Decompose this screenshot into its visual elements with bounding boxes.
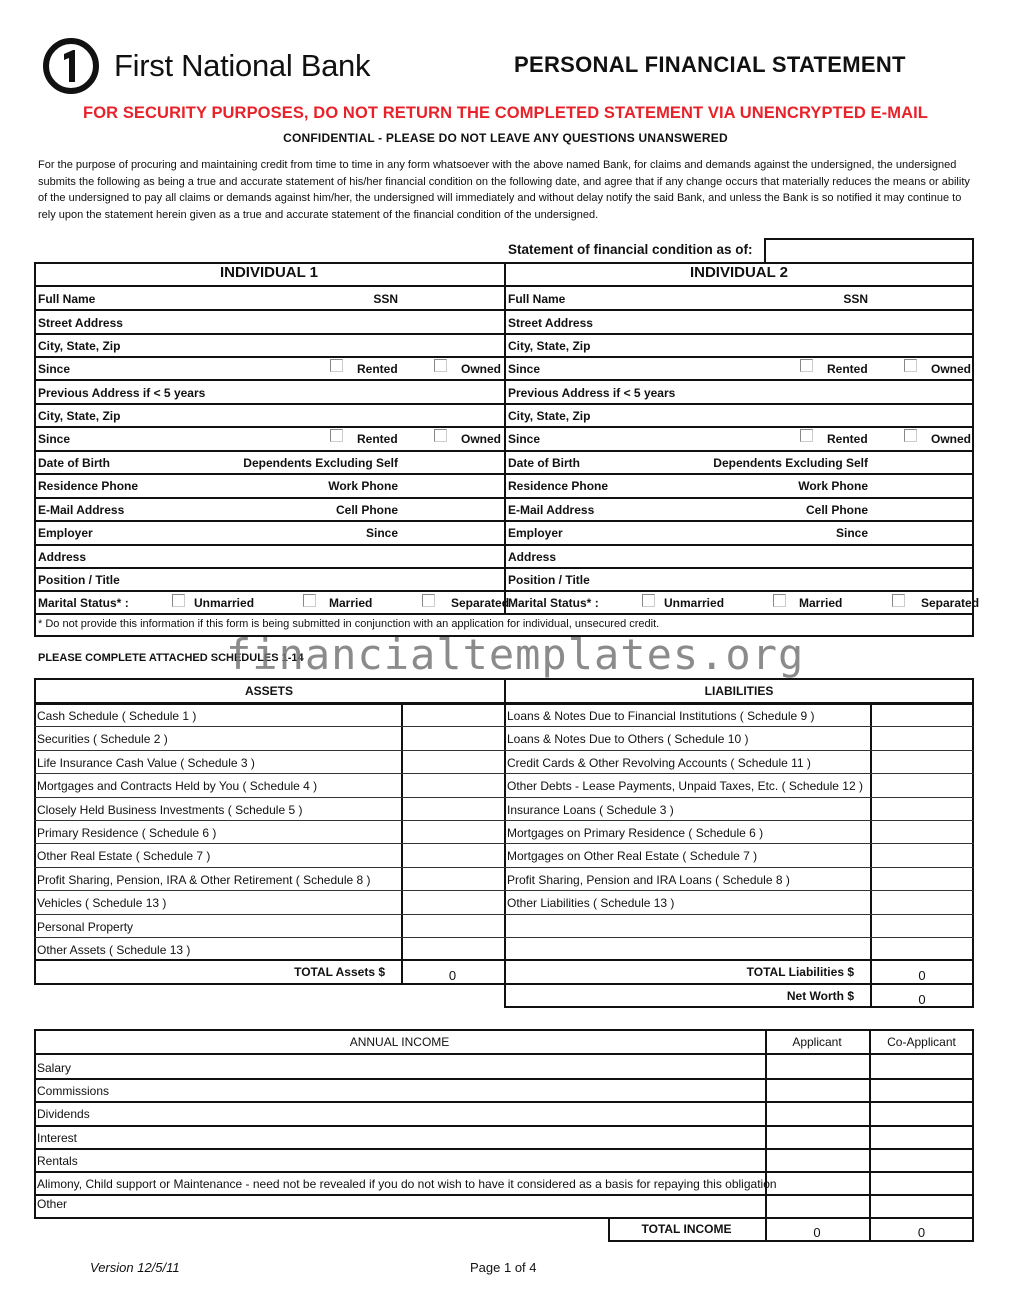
liability-row-label: Loans & Notes Due to Financial Institutions ( Schedule 9 ) [507,709,815,723]
owned-checkbox-1[interactable] [434,429,447,442]
previous-address-label-1: Previous Address if < 5 years [38,386,206,400]
owned-label-2: Owned [931,432,972,446]
married-checkbox-1[interactable] [303,594,316,607]
employer-label-2: Employer [508,526,563,540]
row-divider [34,820,974,821]
asset-value-field[interactable] [404,753,502,771]
bank-name: First National Bank [114,48,371,83]
row-divider [34,309,974,311]
row-divider [34,426,974,428]
owned-label-1: Owned [461,362,502,376]
asset-row-label: Other Real Estate ( Schedule 7 ) [37,849,211,864]
total-liabilities-label: TOTAL Liabilities $ [746,965,854,979]
bank-logo [42,38,370,94]
applicant-header: Applicant [792,1035,842,1049]
first-national-bank-logo-icon [42,37,100,95]
asset-value-field[interactable] [404,800,502,818]
liability-row-label: Mortgages on Primary Residence ( Schedule 6 ) [507,826,764,840]
full-name-label-1: Full Name [38,292,96,306]
owned-checkbox-2[interactable] [904,429,917,442]
cell-phone-label-1: Cell Phone [335,503,398,517]
total-income-co-applicant: 0 [917,1225,926,1240]
date-of-birth-label-1: Date of Birth [38,456,110,470]
income-row-label: Salary [37,1061,72,1075]
position-title-label-2: Position / Title [508,573,590,587]
email-label-2: E-Mail Address [508,503,595,517]
marital-status-label-1: Marital Status* : [38,596,129,610]
co-applicant-header: Co-Applicant [887,1035,956,1049]
row-divider [34,773,974,774]
asset-value-field[interactable] [404,846,502,864]
applicant-income-field[interactable] [768,1104,867,1122]
separated-checkbox-1[interactable] [422,594,435,607]
total-liabilities-value: 0 [918,968,926,983]
owned-checkbox-2[interactable] [904,359,917,372]
married-checkbox-2[interactable] [773,594,786,607]
unmarried-label-2: Unmarried [664,596,725,610]
co-applicant-income-field[interactable] [872,1081,972,1099]
row-divider [34,356,974,358]
street-address-label-2: Street Address [508,316,593,330]
co-applicant-column-divider [869,1029,871,1241]
liability-value-field[interactable] [873,823,972,841]
income-row-label: Other [37,1197,68,1211]
row-divider [34,797,974,798]
liability-value-field[interactable] [873,729,972,747]
liability-value-field[interactable] [873,706,972,724]
unmarried-label-1: Unmarried [194,596,255,610]
previous-address-label-2: Previous Address if < 5 years [508,386,676,400]
liability-value-field[interactable] [873,917,972,935]
annual-income-header: ANNUAL INCOME [349,1035,450,1049]
dependents-label-1: Dependents Excluding Self [243,456,398,470]
asset-row-label: Life Insurance Cash Value ( Schedule 3 ) [37,755,255,770]
net-worth-label: Net Worth $ [786,989,854,1003]
city-state-zip-label-1: City, State, Zip [38,339,121,353]
row-divider [34,843,974,844]
individual-2-header: INDIVIDUAL 2 [689,264,789,281]
row-divider [34,1078,974,1080]
row-divider [34,1125,974,1127]
asset-row-label: Vehicles ( Schedule 13 ) [37,896,167,911]
net-worth-value: 0 [918,992,926,1007]
row-divider [34,613,974,615]
asset-value-field[interactable] [404,706,502,724]
row-divider [34,726,974,727]
confidential-notice: CONFIDENTIAL - PLEASE DO NOT LEAVE ANY QUESTIONS UNANSWERED [283,131,728,145]
owned-label-1: Owned [461,432,502,446]
asset-row-label: Primary Residence ( Schedule 6 ) [37,826,217,840]
income-header-divider [34,1053,974,1055]
liability-row-label: Other Liabilities ( Schedule 13 ) [507,896,675,911]
city-state-zip-label-1: City, State, Zip [38,409,121,423]
security-notice: FOR SECURITY PURPOSES, DO NOT RETURN THE COMPLETED STATEMENT VIA UNENCRYPTED E-MAIL [83,104,928,122]
row-divider [34,333,974,335]
applicant-income-field[interactable] [768,1197,867,1215]
co-applicant-income-field[interactable] [872,1174,972,1192]
marital-status-note: * Do not provide this information if this form is being submitted in conjunction with an application for individual, unsecured credit. [38,618,660,630]
asset-row-label: Personal Property [37,919,134,934]
owned-label-2: Owned [931,362,972,376]
co-applicant-income-field[interactable] [872,1197,972,1215]
page-number: Page 1 of 4 [470,1260,537,1275]
asset-row-label: Securities ( Schedule 2 ) [37,732,168,747]
liability-value-field[interactable] [873,846,972,864]
asset-value-field[interactable] [404,776,502,794]
liability-value-field[interactable] [873,893,972,911]
statement-date-label: Statement of financial condition as of: [508,242,753,257]
since-label-1: Since [38,432,71,446]
row-divider [34,450,974,452]
version-label: Version 12/5/11 [90,1260,180,1275]
total-income-label: TOTAL INCOME [641,1222,732,1236]
totals-divider [34,959,974,961]
income-row-label: Rentals [37,1154,78,1168]
row-divider [34,1171,974,1173]
total-assets-label: TOTAL Assets $ [294,965,385,979]
row-divider [34,544,974,546]
row-divider [34,473,974,475]
asset-row-label: Cash Schedule ( Schedule 1 ) [37,709,197,723]
co-applicant-income-field[interactable] [872,1128,972,1146]
residence-phone-label-2: Residence Phone [508,479,609,493]
city-state-zip-label-2: City, State, Zip [508,409,591,423]
married-label-2: Married [799,596,843,610]
applicant-column-divider [765,1029,767,1241]
liability-value-field[interactable] [873,940,972,958]
row-divider [34,890,974,891]
ssn-label-2: SSN [843,292,868,306]
total-income-applicant: 0 [813,1225,821,1240]
row-divider [34,567,974,569]
full-name-label-2: Full Name [508,292,566,306]
co-applicant-income-field[interactable] [872,1104,972,1122]
email-label-1: E-Mail Address [38,503,125,517]
applicant-income-field[interactable] [768,1151,867,1169]
intro-paragraph: For the purpose of procuring and maintaining credit from time to time in any form whatsoever with the above named Bank, for claims and demands against the undersigned, the undersigned submits the following as being a true and accurate statement of his/her financial condition on the following date, and agree that if any change occurs that materially reduces the means or ability of the undersigned to pay all claims or demands against him/her, the undersigned will immediately and without delay notify the said Bank, and unless the Bank is so notified it may continue to rely upon the statement herein given as a true and accurate statement of the financial condition of the undersigned. [38,159,970,221]
asset-row-label: Profit Sharing, Pension, IRA & Other Retirement ( Schedule 8 ) [37,872,371,887]
statement-date-field[interactable] [764,238,974,264]
co-applicant-income-field[interactable] [872,1058,972,1076]
assets-header: ASSETS [244,684,293,698]
liability-row-label: Loans & Notes Due to Others ( Schedule 10 ) [507,732,749,747]
row-divider [34,1194,974,1196]
work-phone-label-2: Work Phone [798,479,868,493]
document-title: PERSONAL FINANCIAL STATEMENT [514,52,906,77]
cell-phone-label-2: Cell Phone [805,503,868,517]
asset-value-field[interactable] [404,729,502,747]
row-divider [34,497,974,499]
co-applicant-income-field[interactable] [872,1151,972,1169]
rented-label-2: Rented [827,432,868,446]
liability-value-field[interactable] [873,753,972,771]
asset-value-field[interactable] [404,940,502,958]
liability-row-label: Credit Cards & Other Revolving Accounts ( Schedule 11 ) [507,755,811,770]
date-of-birth-label-2: Date of Birth [508,456,580,470]
unmarried-checkbox-1[interactable] [172,594,185,607]
employer-label-1: Employer [38,526,93,540]
asset-value-field[interactable] [404,917,502,935]
applicant-income-field[interactable] [768,1174,867,1192]
since-label-1: Since [38,362,71,376]
rented-checkbox-1[interactable] [330,429,343,442]
row-divider [34,750,974,751]
schedules-instruction: PLEASE COMPLETE ATTACHED SCHEDULES 1-14 [38,652,304,664]
header-divider [34,702,974,705]
rented-label-1: Rented [357,432,398,446]
separated-label-2: Separated [921,596,980,610]
liability-value-field[interactable] [873,870,972,888]
rented-checkbox-2[interactable] [800,429,813,442]
row-divider [34,403,974,405]
personal-divider [504,262,506,613]
rented-label-2: Rented [827,362,868,376]
since-label-2: Since [508,362,541,376]
income-row-label: Interest [37,1131,78,1145]
liability-value-field[interactable] [873,800,972,818]
owned-checkbox-1[interactable] [434,359,447,372]
separated-label-1: Separated [451,596,510,610]
position-title-label-1: Position / Title [38,573,120,587]
row-divider [34,914,974,915]
since-label-2: Since [835,526,868,540]
address-label-1: Address [38,550,87,564]
asset-value-field[interactable] [404,893,502,911]
work-phone-label-1: Work Phone [328,479,398,493]
liabilities-header: LIABILITIES [704,684,774,698]
income-row-label: Commissions [37,1084,110,1098]
row-divider [34,1101,974,1103]
liability-value-field[interactable] [873,776,972,794]
income-row-label: Alimony, Child support or Maintenance - need not be revealed if you do not wish to have it considered as a basis for repaying this obligation [37,1177,777,1191]
city-state-zip-label-2: City, State, Zip [508,339,591,353]
since-label-1: Since [365,526,398,540]
marital-status-label-2: Marital Status* : [508,596,599,610]
separated-checkbox-2[interactable] [892,594,905,607]
income-row-label: Dividends [37,1107,90,1121]
street-address-label-1: Street Address [38,316,123,330]
row-divider [34,867,974,868]
liability-row-label: Insurance Loans ( Schedule 3 ) [507,802,674,817]
dependents-label-2: Dependents Excluding Self [713,456,868,470]
ssn-label-1: SSN [373,292,398,306]
liability-row-label: Other Debts - Lease Payments, Unpaid Taxes, Etc. ( Schedule 12 ) [507,779,863,794]
applicant-income-field[interactable] [768,1128,867,1146]
married-label-1: Married [329,596,373,610]
row-divider [34,520,974,522]
asset-row-label: Mortgages and Contracts Held by You ( Schedule 4 ) [37,779,318,794]
total-assets-value: 0 [448,968,457,983]
asset-value-field[interactable] [404,823,502,841]
row-divider [34,937,974,938]
asset-row-label: Closely Held Business Investments ( Schedule 5 ) [37,802,303,817]
rented-checkbox-1[interactable] [330,359,343,372]
individual-1-header: INDIVIDUAL 1 [219,264,319,281]
row-divider [34,285,974,287]
liability-row-label: Profit Sharing, Pension and IRA Loans ( Schedule 8 ) [507,872,790,887]
asset-row-label: Other Assets ( Schedule 13 ) [37,943,191,957]
liability-row-label: Mortgages on Other Real Estate ( Schedule 7 ) [507,849,758,864]
applicant-income-field[interactable] [768,1058,867,1076]
row-divider [34,590,974,592]
rented-checkbox-2[interactable] [800,359,813,372]
since-label-2: Since [508,432,541,446]
applicant-income-field[interactable] [768,1081,867,1099]
row-divider [34,379,974,381]
asset-value-field[interactable] [404,870,502,888]
residence-phone-label-1: Residence Phone [38,479,139,493]
rented-label-1: Rented [357,362,398,376]
address-label-2: Address [508,550,557,564]
watermark: financialtemplates.org [226,630,805,679]
unmarried-checkbox-2[interactable] [642,594,655,607]
row-divider [34,1148,974,1150]
